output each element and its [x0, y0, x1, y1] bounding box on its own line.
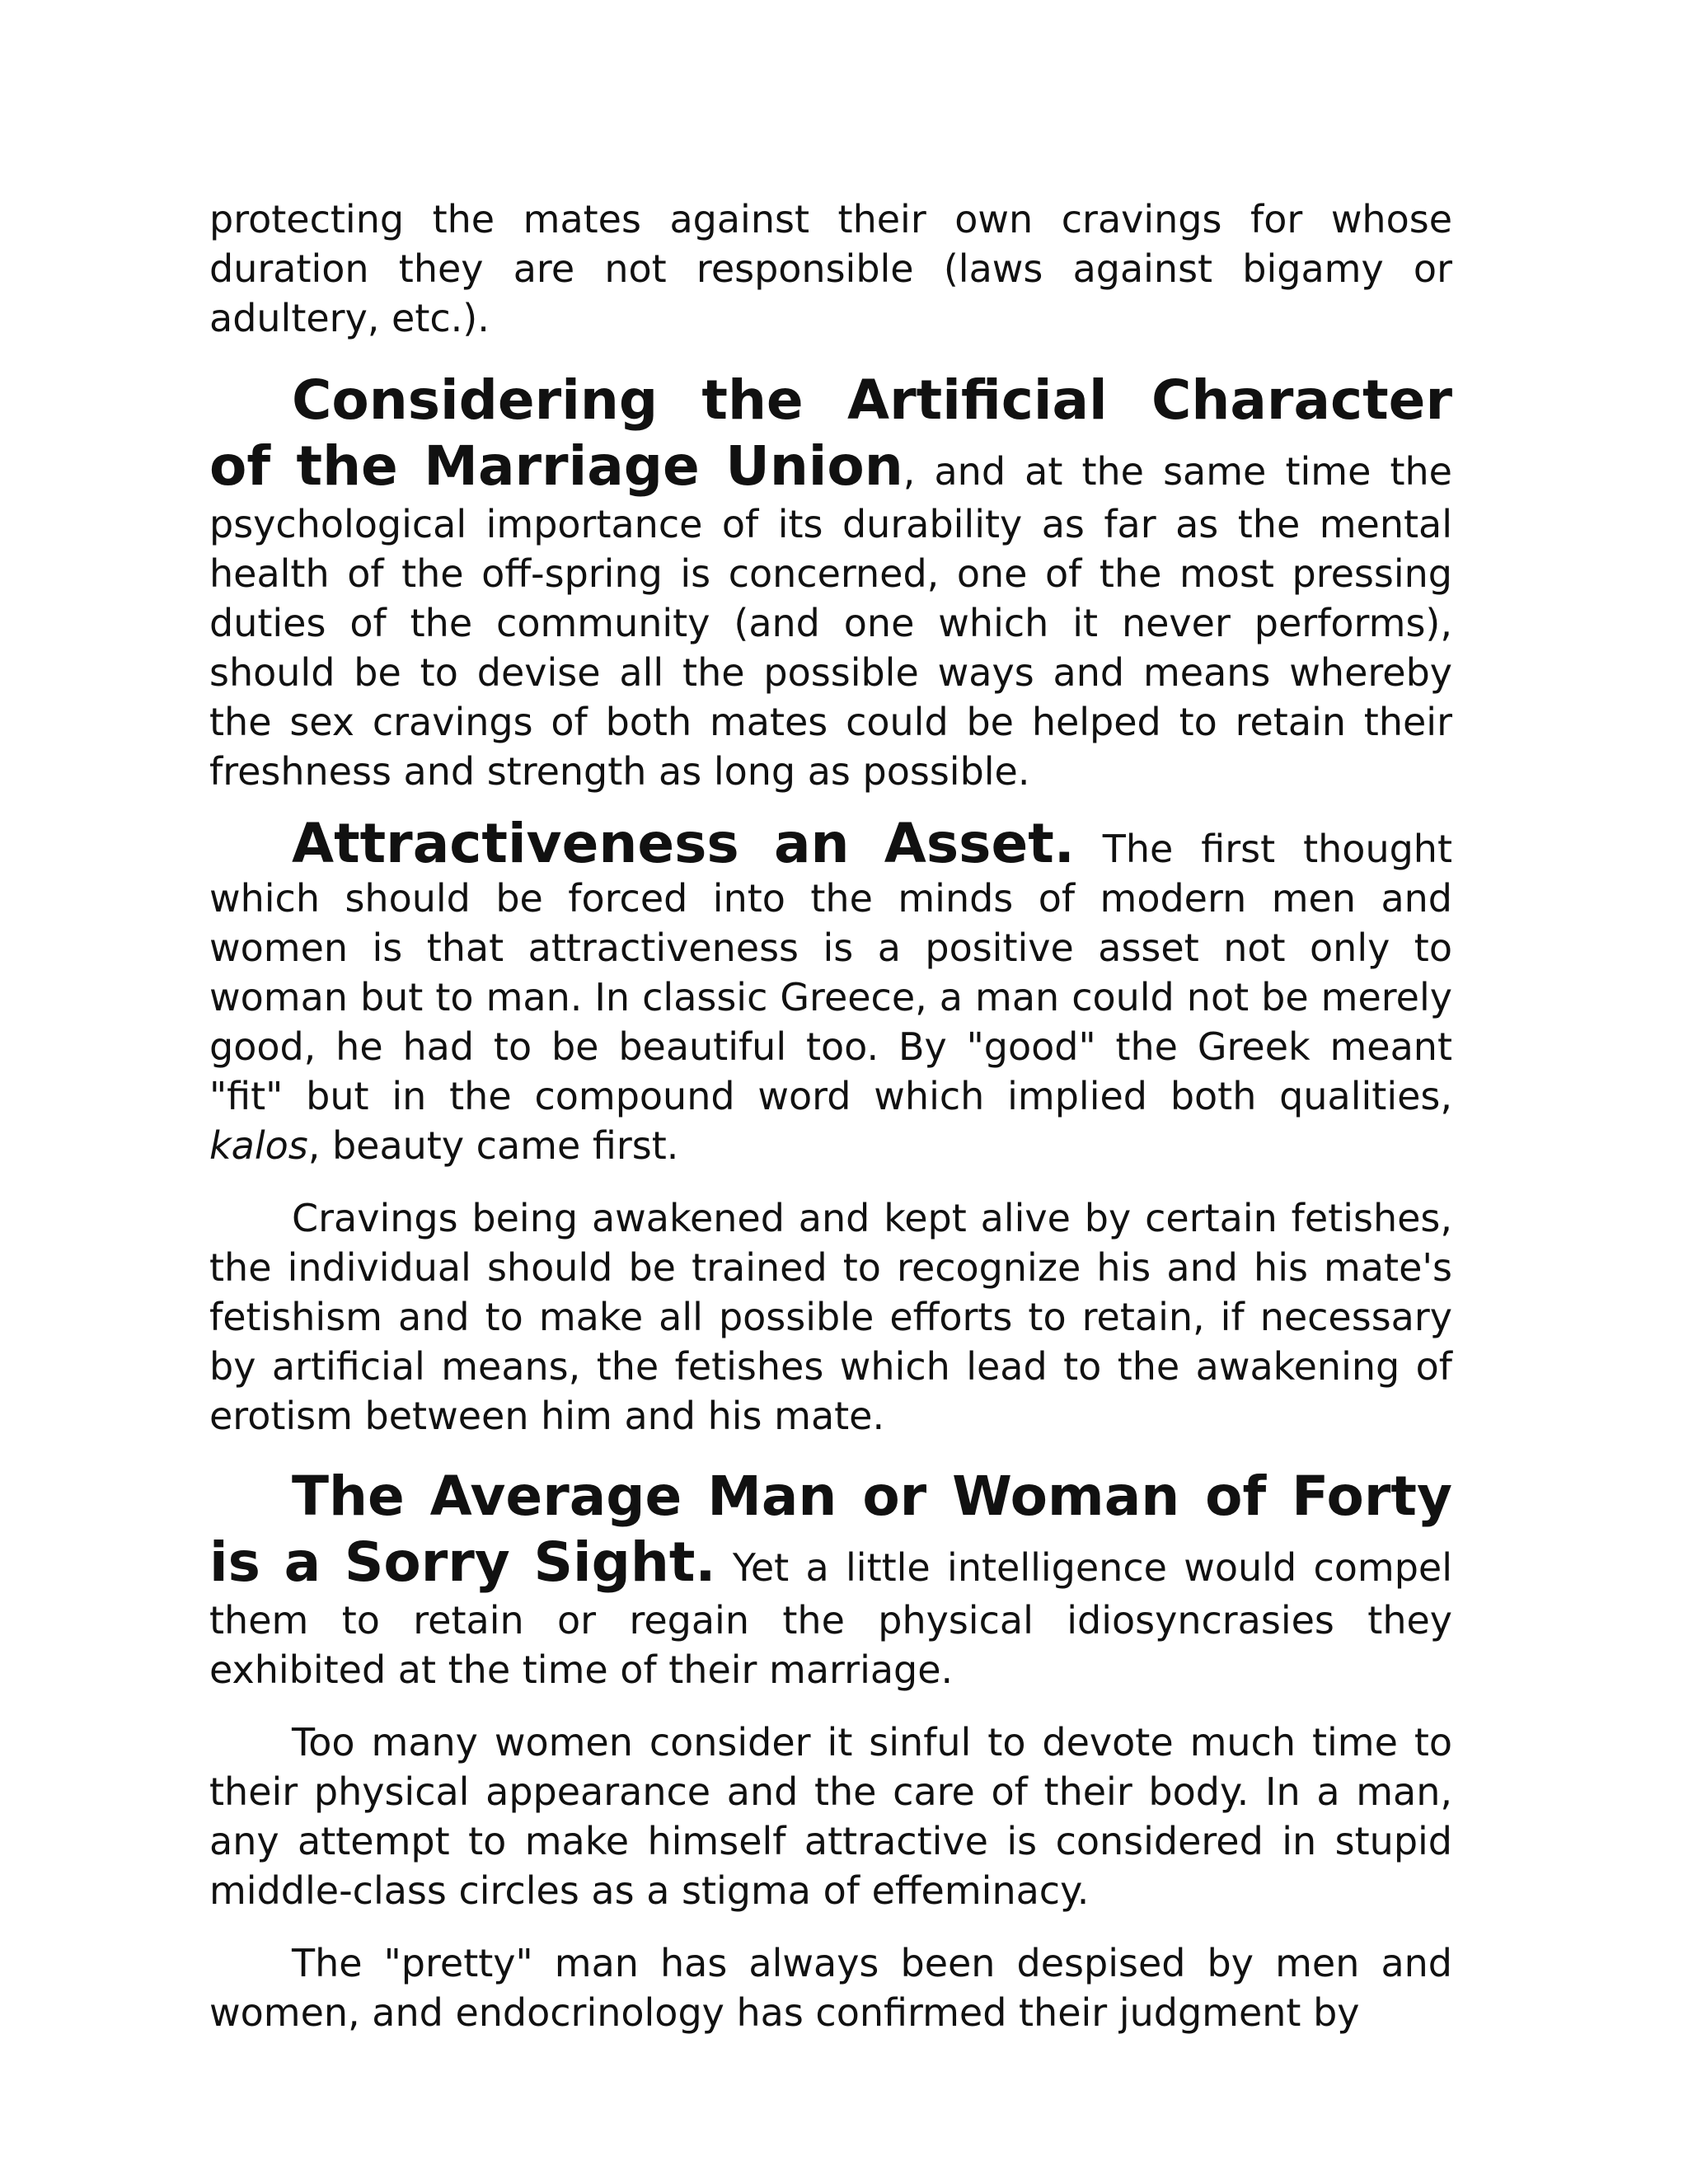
paragraph-7	[209, 1938, 1452, 2037]
paragraph-2-text: , and at the same time the psychological importance of its durability as far as the mental health of the off-spring is concerned, one of the most pressing duties of the community (and one which it never performs), should be to devise all the possible ways and means whereby the sex cravings of both mates could be helped to retain their freshness and strength as long as possible.	[209, 449, 1452, 794]
paragraph-3-text-before: The first thought which should be forced into the minds of modern men and women is that attractiveness is a positive asset not only to woman but to man. In classic Greece, a man could not be merely good, he had to be beautiful too. By "good" the Greek meant "fit" but in the compound word which implied both qualities,	[209, 827, 1452, 1118]
section-heading-artificial-character: Considering the Artificial Character of the Marriage Union	[209, 368, 1452, 498]
paragraph-1-text: protecting the mates against their own cravings for whose duration they are not responsible (laws against bigamy or adultery, etc.).	[209, 197, 1452, 340]
paragraph-2	[209, 368, 1452, 796]
paragraph-5-text: Yet a little intelligence would compel them to retain or regain the physical idiosyncrasies they exhibited at the time of their marriage.	[209, 1545, 1452, 1692]
paragraph-6	[209, 1718, 1452, 1915]
paragraph-4	[209, 1193, 1452, 1441]
section-heading-average-man: The Average Man or Woman of Forty is a Sorry Sight.	[209, 1465, 1452, 1594]
paragraph-3	[209, 812, 1452, 1170]
document-page	[209, 194, 1452, 2052]
paragraph-6-text: Too many women consider it sinful to devote much time to their physical appearance and the care of their body. In a man, any attempt to make himself attractive is considered in stupid middle-class circles as a stigma of effeminacy.	[209, 1720, 1452, 1913]
paragraph-5	[209, 1464, 1452, 1694]
paragraph-3-text-after: , beauty came first.	[307, 1123, 679, 1168]
paragraph-3-italic-word: kalos	[209, 1123, 308, 1168]
paragraph-7-text: The "pretty" man has always been despised by men and women, and endocrinology has confirmed their judgment by	[209, 1941, 1452, 2035]
section-heading-attractiveness: Attractiveness an Asset.	[292, 812, 1075, 875]
paragraph-1	[209, 194, 1452, 343]
paragraph-4-text: Cravings being awakened and kept alive by certain fetishes, the individual should be trained to recognize his and his mate's fetishism and to make all possible efforts to retain, if necessary by artificial means, the fetishes which lead to the awakening of erotism between him and his mate.	[209, 1196, 1452, 1438]
